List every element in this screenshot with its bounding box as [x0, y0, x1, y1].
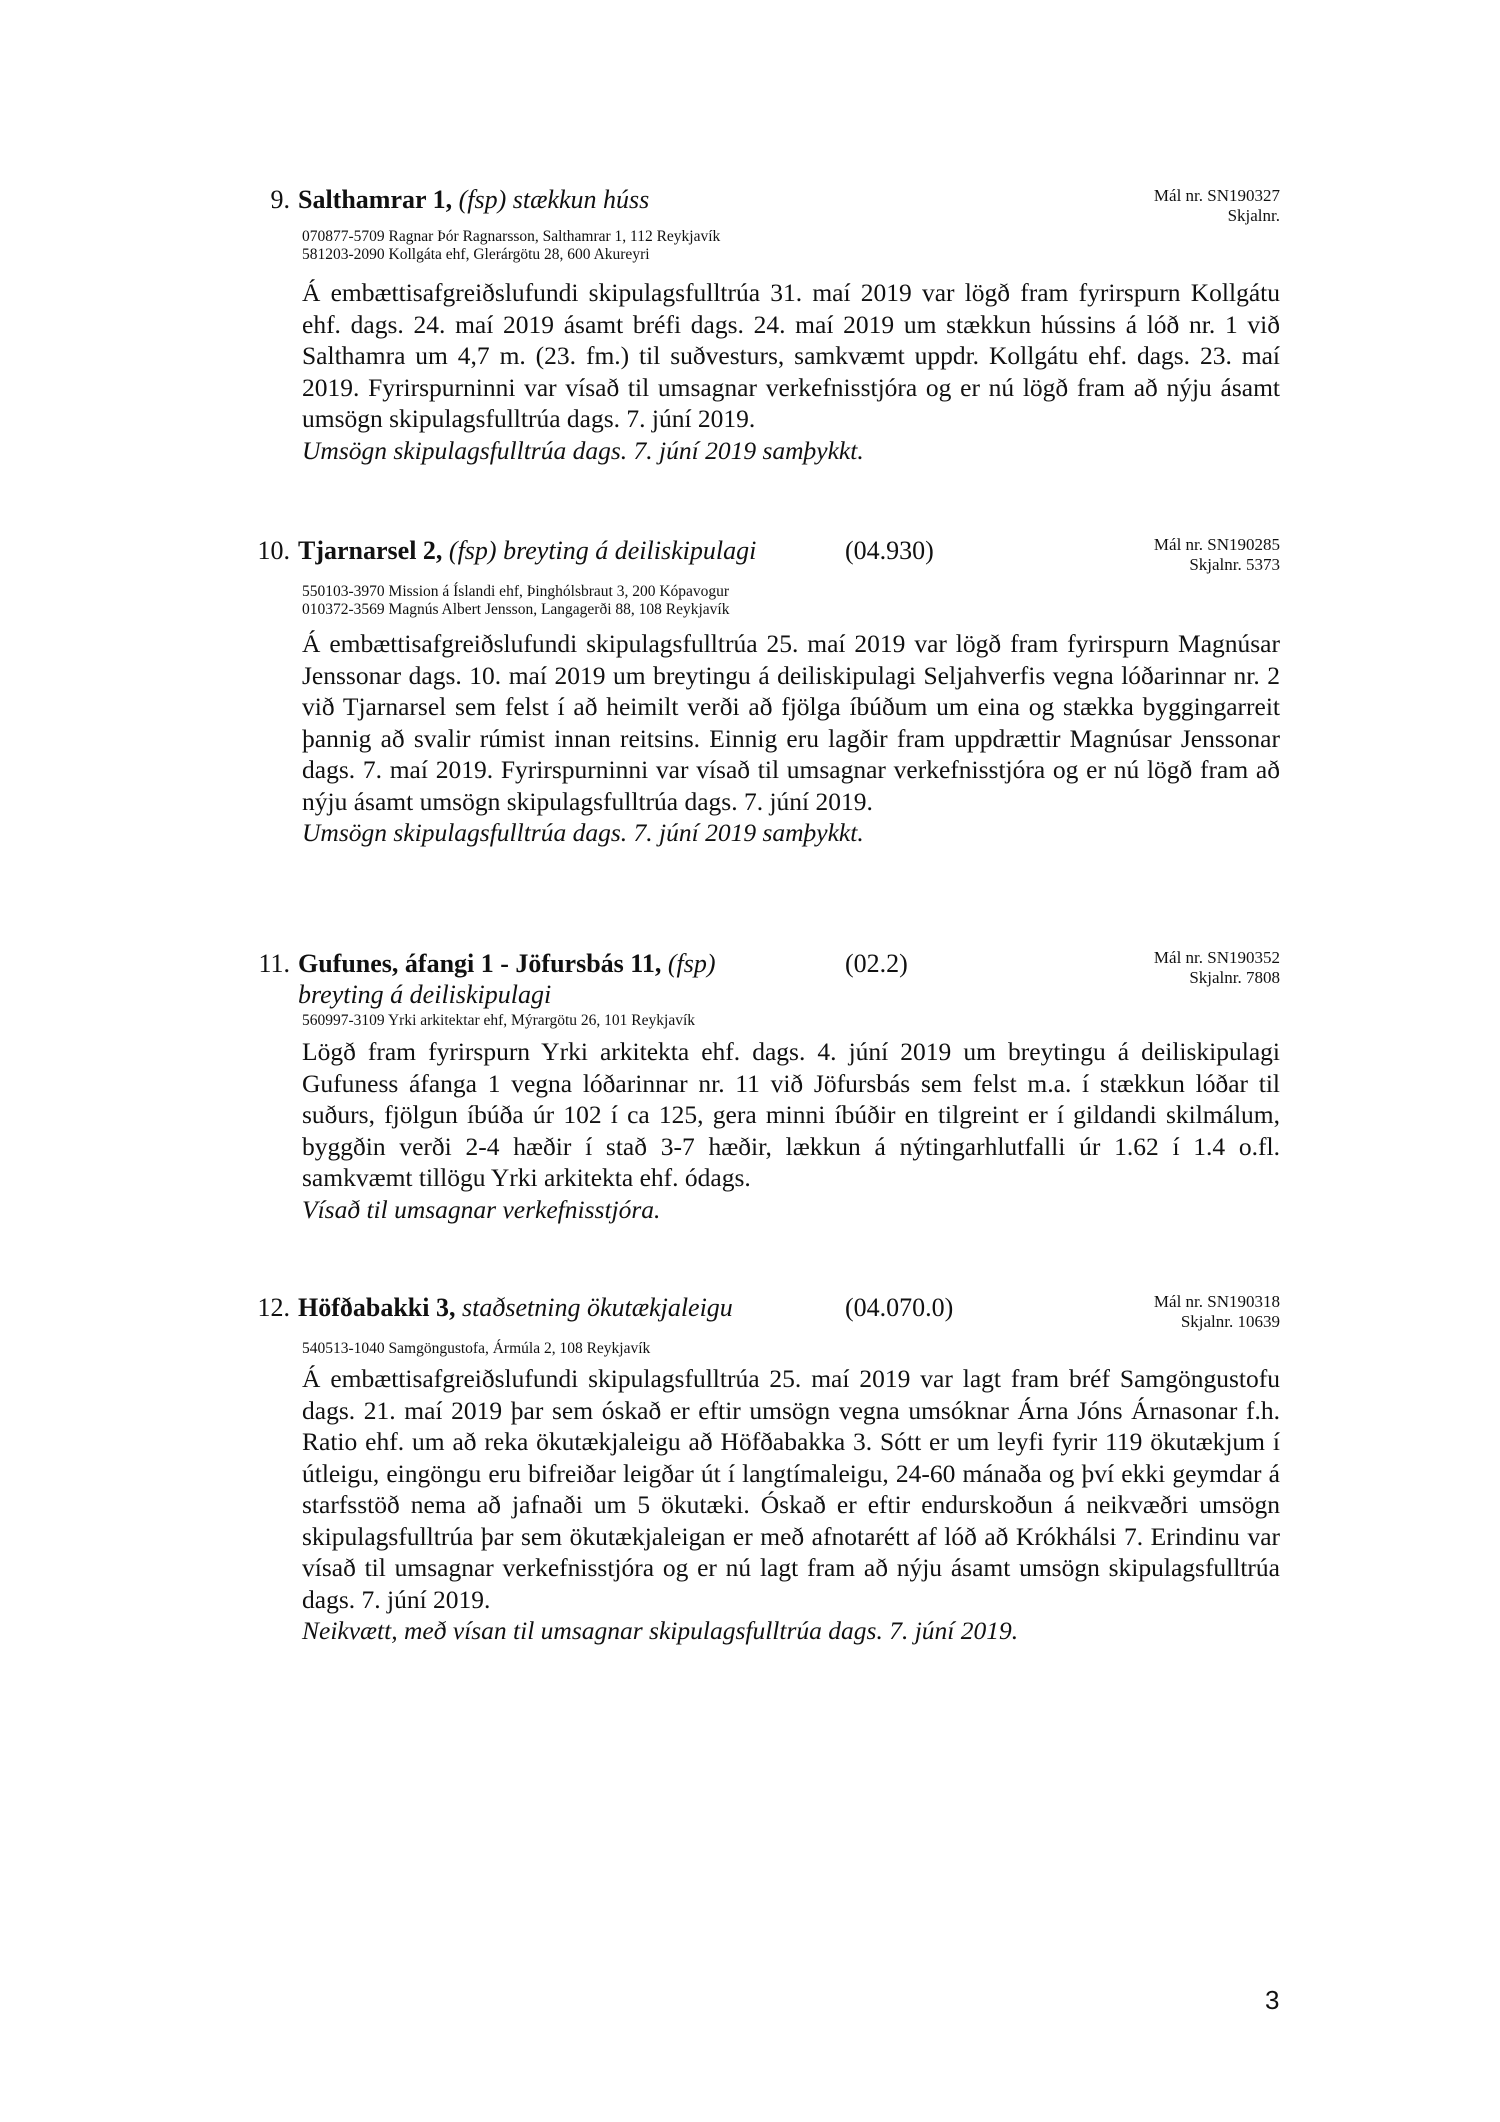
item-title: Höfðabakki 3, — [298, 1293, 456, 1322]
item-number: 10. — [257, 536, 290, 565]
item-body — [302, 1036, 1280, 1225]
document-number: Skjalnr. 7808 — [1189, 968, 1280, 987]
item-heading — [298, 948, 716, 980]
party-line: 560997-3109 Yrki arkitektar ehf, Mýrargötu 26, 101 Reykjavík — [302, 1012, 696, 1029]
party-line: 010372-3569 Magnús Albert Jensson, Langagerði 88, 108 Reykjavík — [302, 601, 730, 618]
item-heading — [298, 1292, 733, 1324]
item-heading — [298, 184, 649, 216]
document-number: Skjalnr. — [1227, 206, 1280, 225]
item-subtitle-continued: breyting á deiliskipulagi — [298, 980, 552, 1009]
item-subtitle: staðsetning ökutækjaleigu — [462, 1293, 733, 1322]
item-code: (04.930) — [845, 536, 934, 565]
item-number: 12. — [257, 1293, 290, 1322]
item-decision: Neikvætt, með vísan til umsagnar skipulagsfulltrúa dags. 7. júní 2019. — [302, 1616, 1019, 1645]
item-subtitle: (fsp) stækkun húss — [458, 185, 650, 214]
case-number: Mál nr. SN190327 — [1153, 186, 1280, 205]
item-decision: Umsögn skipulagsfulltrúa dags. 7. júní 2019 samþykkt. — [302, 435, 864, 465]
item-title: Salthamrar 1, — [298, 185, 453, 214]
document-number: Skjalnr. 5373 — [1189, 555, 1280, 574]
party-line: 540513-1040 Samgöngustofa, Ármúla 2, 108 Reykjavík — [302, 1340, 651, 1357]
item-code: (02.2) — [845, 949, 908, 978]
party-line: 070877-5709 Ragnar Þór Ragnarsson, Salthamrar 1, 112 Reykjavík — [302, 228, 721, 245]
item-subtitle: (fsp) — [667, 949, 716, 978]
parties-list — [302, 583, 729, 619]
item-body — [302, 628, 1280, 849]
item-description: Á embættisafgreiðslufundi skipulagsfulltrúa 25. maí 2019 var lagt fram bréf Samgöngustofu dags. 21. maí 2019 þar sem óskað er eftir umsögn vegna umsóknar Árna Jóns Árnasonar f.h. Ratio ehf. um að reka ökutækjaleigu að Höfðabakka 3. Sótt er um leyfi fyrir 119 ökutækjum í útleigu, eingöngu eru bifreiðar leigðar út í langtímaleigu, 24-60 mánaða og því ekki geymdar á starfsstöð nema að jafnaði um 5 ökutæki. Óskað er eftir endurskoðun á neikvæðri umsögn skipulagsfulltrúa þar sem ökutækjaleigan er með afnotarétt af lóð að Krókhálsi 7. Erindinu var vísað til umsagnar verkefnisstjóra og er nú lagt fram að nýju ásamt umsögn skipulagsfulltrúa dags. 7. júní 2019. — [302, 1364, 1280, 1614]
item-decision: Umsögn skipulagsfulltrúa dags. 7. júní 2019 samþykkt. — [302, 818, 864, 847]
case-number: Mál nr. SN190352 — [1153, 948, 1280, 967]
document-number: Skjalnr. 10639 — [1180, 1312, 1280, 1331]
case-meta — [1154, 535, 1280, 575]
item-code: (04.070.0) — [845, 1293, 954, 1322]
item-body — [302, 1363, 1280, 1647]
case-meta — [1154, 948, 1280, 988]
item-description: Á embættisafgreiðslufundi skipulagsfulltrúa 31. maí 2019 var lögð fram fyrirspurn Kollgátu ehf. dags. 24. maí 2019 ásamt bréfi dags. 24. maí 2019 um stækkun hússins á lóð nr. 1 við Salthamra um 4,7 m. (23. fm.) til suðvesturs, samkvæmt uppdr. Kollgátu ehf. dags. 23. maí 2019. Fyrirspurninni var vísað til umsagnar verkefnisstjóra og er nú lögð fram að nýju ásamt umsögn skipulagsfulltrúa dags. 7. júní 2019. — [302, 278, 1280, 433]
item-description: Lögð fram fyrirspurn Yrki arkitekta ehf. dags. 4. júní 2019 um breytingu á deiliskipulagi Gufuness áfanga 1 vegna lóðarinnar nr. 11 við Jöfursbás sem felst m.a. í stækkun lóðar til suðurs, fjölgun íbúða úr 102 í ca 125, gera minni íbúðir en tilgreint er í gildandi skilmálum, byggðin verði 2-4 hæðir í stað 3-7 hæðir, lækkun á nýtingarhlutfalli úr 1.62 í 1.4 o.fl. samkvæmt tillögu Yrki arkitekta ehf. ódags. — [302, 1037, 1280, 1192]
item-title: Gufunes, áfangi 1 - Jöfursbás 11, — [298, 949, 662, 978]
item-number: 11. — [258, 949, 290, 978]
parties-list — [302, 1012, 695, 1030]
item-decision: Vísað til umsagnar verkefnisstjóra. — [302, 1194, 661, 1224]
page-number: 3 — [1265, 1985, 1280, 2015]
case-number: Mál nr. SN190285 — [1153, 535, 1280, 554]
item-number: 9. — [270, 185, 290, 214]
party-line: 550103-3970 Mission á Íslandi ehf, Þinghólsbraut 3, 200 Kópavogur — [302, 583, 730, 600]
party-line: 581203-2090 Kollgáta ehf, Glerárgötu 28, 600 Akureyri — [302, 246, 650, 263]
parties-list — [302, 228, 720, 264]
case-meta — [1154, 1292, 1280, 1332]
item-title: Tjarnarsel 2, — [298, 536, 443, 565]
case-number: Mál nr. SN190318 — [1153, 1292, 1280, 1311]
item-body — [302, 277, 1280, 466]
item-description: Á embættisafgreiðslufundi skipulagsfulltrúa 25. maí 2019 var lögð fram fyrirspurn Magnúsar Jenssonar dags. 10. maí 2019 um breytingu á deiliskipulagi Seljahverfis vegna lóðarinnar nr. 2 við Tjarnarsel sem felst í að heimilt verði að fjölga íbúðum um eina og stækka byggingarreit þannig að svalir rúmist innan reitsins. Einnig eru lagðir fram uppdrættir Magnúsar Jenssonar dags. 7. maí 2019. Fyrirspurninni var vísað til umsagnar verkefnisstjóra og er nú lögð fram að nýju ásamt umsögn skipulagsfulltrúa dags. 7. júní 2019. — [302, 629, 1280, 816]
case-meta — [1154, 186, 1280, 226]
parties-list — [302, 1340, 650, 1358]
item-heading — [298, 535, 756, 567]
item-subtitle: (fsp) breyting á deiliskipulagi — [448, 536, 757, 565]
